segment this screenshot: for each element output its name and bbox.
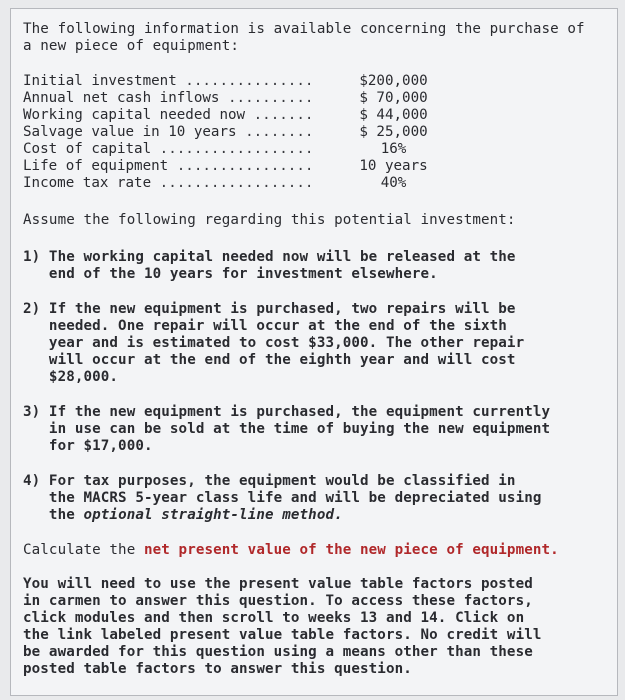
assumption-heading: Assume the following regarding this potential investment: <box>23 212 516 228</box>
note-line: be awarded for this question using a means other than these <box>23 644 533 660</box>
item-4-line: 4) For tax purposes, the equipment would be classified in <box>23 473 516 489</box>
depreciation-method-emphasis: optional straight-line method. <box>83 507 343 523</box>
note-line: click modules and then scroll to weeks 13 and 14. Click on <box>23 610 525 626</box>
table-row-label: Salvage value in 10 years ........ <box>23 124 314 140</box>
item-2-line: needed. One repair will occur at the end of the sixth <box>23 318 507 334</box>
note-line: the link labeled present value table factors. No credit will <box>23 627 542 643</box>
task-highlight: net present value of the new piece of equipment. <box>143 542 559 558</box>
table-row-label: Working capital needed now ....... <box>23 107 314 123</box>
table-row-label: Cost of capital .................. <box>23 141 314 157</box>
table-row-label: Income tax rate .................. <box>23 175 314 191</box>
task-instruction: Calculate the net present value of the new piece of equipment. <box>23 542 559 558</box>
item-1-line: end of the 10 years for investment elsewhere. <box>23 266 438 282</box>
table-row-value: 40% <box>380 175 407 191</box>
table-row-label: Life of equipment ................ <box>23 158 314 174</box>
item-4-line: the optional straight-line method. <box>23 507 343 523</box>
item-3-line: in use can be sold at the time of buying the new equipment <box>23 421 551 437</box>
item-2-line: $28,000. <box>23 369 119 385</box>
note-line: in carmen to answer this question. To access these factors, <box>23 593 533 609</box>
table-row-value: $ 70,000 <box>359 90 428 106</box>
intro-line-1: The following information is available concerning the purchase of <box>23 21 585 37</box>
table-row-value: $200,000 <box>359 73 428 89</box>
item-4-line: the MACRS 5-year class life and will be depreciated using <box>23 490 542 506</box>
intro-line-2: a new piece of equipment: <box>23 38 240 54</box>
note-line: posted table factors to answer this question. <box>23 661 412 677</box>
document-page <box>10 8 618 696</box>
item-3-line: 3) If the new equipment is purchased, the equipment currently <box>23 404 551 420</box>
table-row-value: $ 25,000 <box>359 124 428 140</box>
item-2-line: year and is estimated to cost $33,000. The other repair <box>23 335 525 351</box>
item-3-line: for $17,000. <box>23 438 153 454</box>
item-2-line: 2) If the new equipment is purchased, two repairs will be <box>23 301 516 317</box>
note-line: You will need to use the present value table factors posted <box>23 576 533 592</box>
item-2-line: will occur at the end of the eighth year and will cost <box>23 352 516 368</box>
table-row-label: Annual net cash inflows .......... <box>23 90 314 106</box>
table-row-value: 10 years <box>359 158 428 174</box>
item-1-line: 1) The working capital needed now will be released at the <box>23 249 516 265</box>
table-row-value: $ 44,000 <box>359 107 428 123</box>
table-row-label: Initial investment ............... <box>23 73 314 89</box>
table-row-value: 16% <box>380 141 407 157</box>
